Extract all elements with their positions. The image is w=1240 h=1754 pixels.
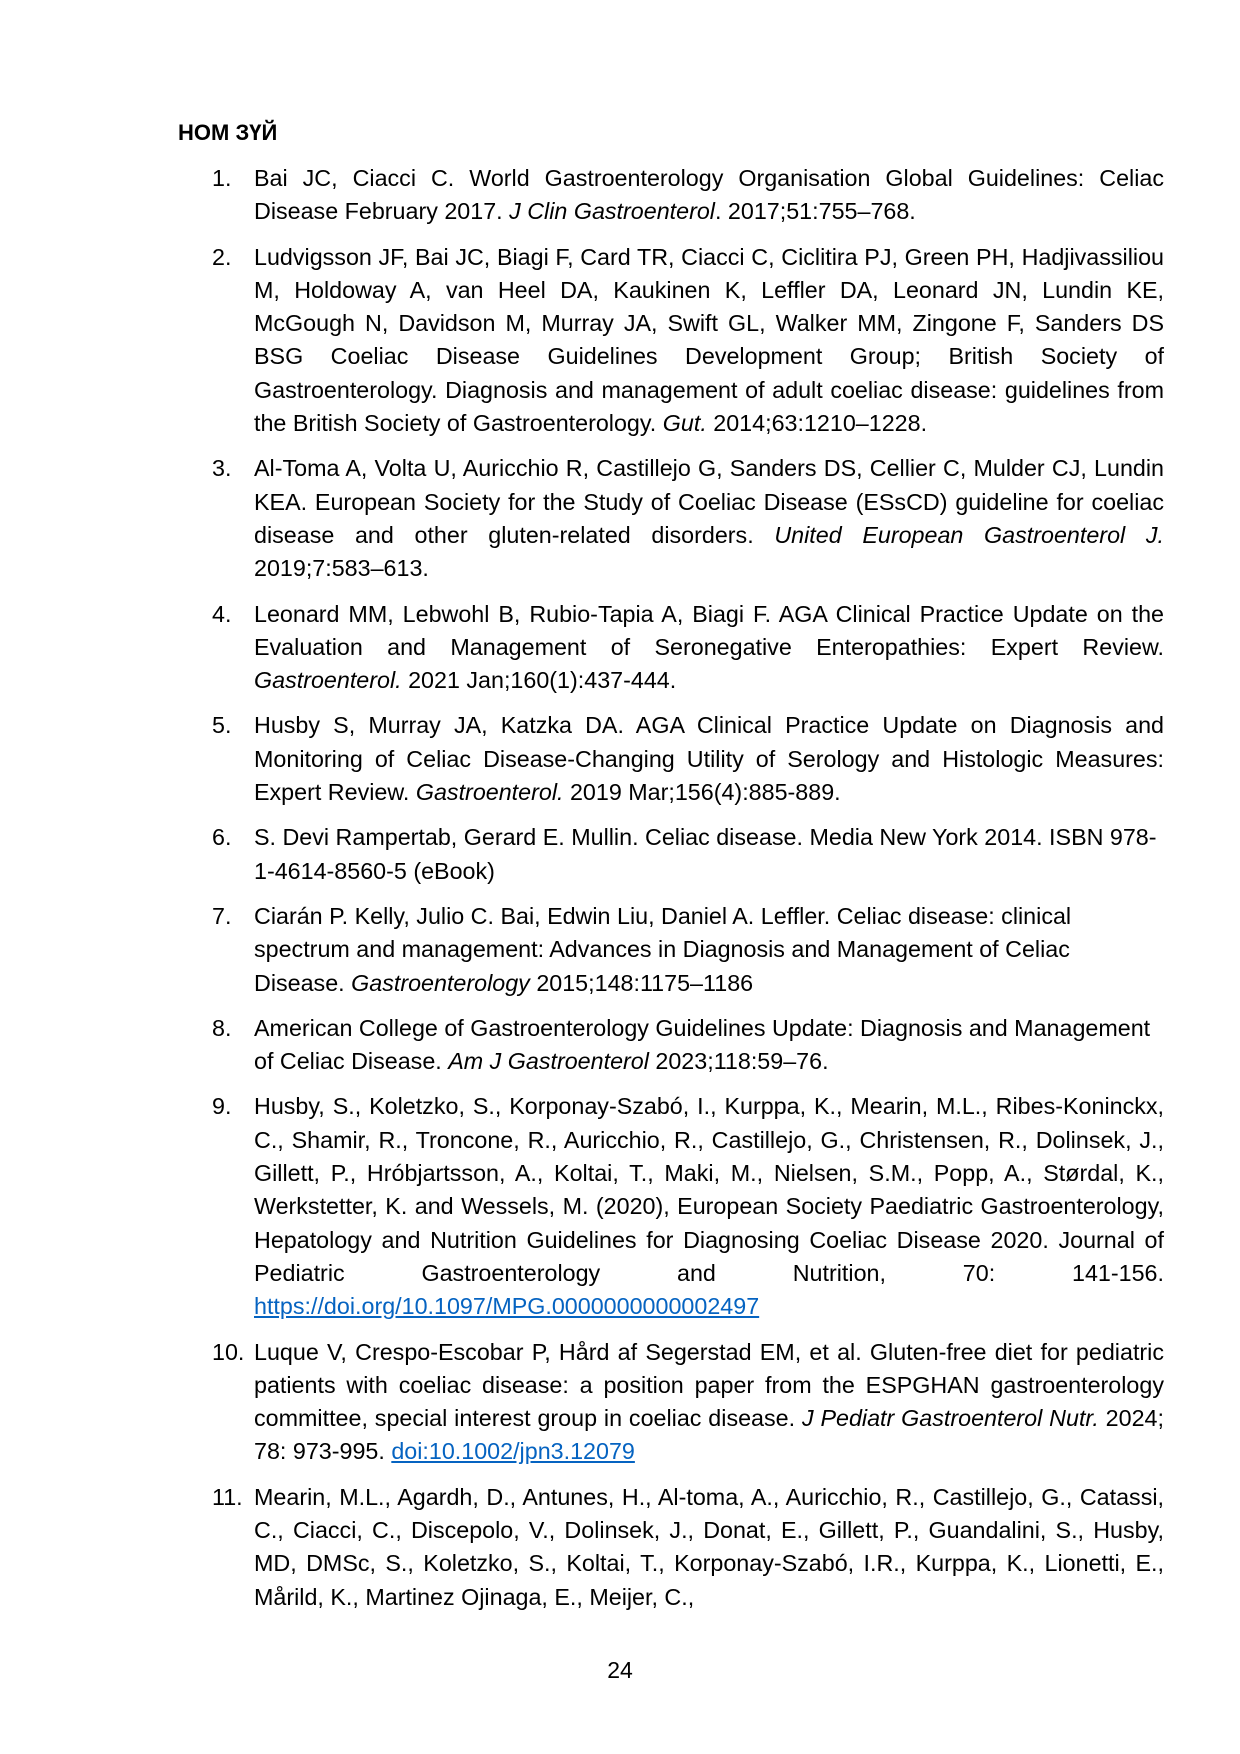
reference-tail: 2024; 78: 973-995. <box>254 1405 1164 1465</box>
reference-journal: United European Gastroenterol J. <box>774 521 1164 548</box>
reference-number: 7. <box>212 902 232 929</box>
page-number: 24 <box>607 1657 633 1683</box>
reference-number: 5. <box>212 712 232 739</box>
reference-journal: J Pediatr Gastroenterol Nutr. <box>801 1405 1099 1432</box>
reference-number: 1. <box>212 165 232 191</box>
reference-item <box>178 452 1164 585</box>
reference-number: 3. <box>212 455 232 482</box>
reference-item <box>178 1336 1164 1469</box>
reference-number: 6. <box>212 824 232 851</box>
doi-link[interactable]: doi:10.1002/jpn3.12079 <box>391 1438 635 1465</box>
reference-journal: Gastroenterol. <box>254 667 402 694</box>
reference-item <box>178 1012 1164 1079</box>
reference-text: S. Devi Rampertab, Gerard E. Mullin. Celiac disease. Media New York 2014. ISBN 978-1-4614-8560-5 (eBook) <box>254 824 1157 884</box>
reference-text: Leonard MM, Lebwohl B, Rubio-Tapia A, Biagi F. AGA Clinical Practice Update on the Evaluation and Management of Seronegative Enteropathies: Expert Review. <box>254 600 1164 660</box>
doi-link[interactable]: https://doi.org/10.1097/MPG.0000000000002497 <box>254 1293 760 1320</box>
reference-text: Al-Toma A, Volta U, Auricchio R, Castillejo G, Sanders DS, Cellier C, Mulder CJ, Lundin KEA. European Society for the Study of Coeliac Disease (ESsCD) guideline for coeliac disease and other gluten-related disorders. <box>254 455 1164 548</box>
reference-text: Ciarán P. Kelly, Julio C. Bai, Edwin Liu, Daniel A. Leffler. Celiac disease: clinical spectrum and management: Advances in Diagnosis and Management of Celiac Disease. <box>254 902 1072 996</box>
reference-journal: Am J Gastroenterol <box>448 1048 649 1075</box>
reference-tail: 2023;118:59–76. <box>648 1048 829 1075</box>
reference-item <box>178 241 1164 441</box>
reference-number: 10. <box>212 1338 245 1365</box>
reference-tail: 2019;7:583–613. <box>254 555 429 582</box>
reference-text: Luque V, Crespo-Escobar P, Hård af Segerstad EM, et al. Gluten-free diet for pediatric patients with coeliac disease: a position paper from the ESPGHAN gastroenterology committee, special interest group in coeliac disease. <box>254 1338 1164 1432</box>
reference-journal: Gastroenterology <box>351 969 530 996</box>
reference-number: 9. <box>212 1093 232 1120</box>
reference-text: Ludvigsson JF, Bai JC, Biagi F, Card TR, Ciacci C, Ciclitira PJ, Green PH, Hadjivassiliou M, Holdoway A, van Heel DA, Kaukinen K, Leffler DA, Leonard JN, Lundin KE, McGough N, Davidson M, Murray JA, Swift GL, Walker MM, Zingone F, Sanders DS BSG Coeliac Disease Guidelines Development Group; British Society of Gastroenterology. Diagnosis and management of adult coeliac disease: guidelines from the British Society of Gastroenterology. <box>254 243 1164 437</box>
reference-item <box>178 598 1164 698</box>
reference-item <box>178 709 1164 809</box>
reference-journal: J Clin Gastroenterol <box>509 198 715 225</box>
reference-item <box>178 821 1164 888</box>
reference-tail: 2019 Mar;156(4):885-889. <box>563 779 841 806</box>
reference-number: 8. <box>212 1014 232 1041</box>
reference-journal: Gastroenterol. <box>415 779 564 806</box>
reference-number: 11. <box>212 1483 243 1510</box>
reference-tail: 2014;63:1210–1228. <box>706 410 928 437</box>
page-heading: НОМ ЗҮЙ <box>178 120 278 145</box>
reference-tail: . 2017;51:755–768. <box>714 198 916 225</box>
reference-item <box>178 162 1164 229</box>
reference-item <box>178 1090 1164 1323</box>
reference-text: American College of Gastroenterology Guidelines Update: Diagnosis and Management of Celiac Disease. <box>254 1014 1151 1075</box>
reference-tail: 2021 Jan;160(1):437-444. <box>401 667 677 694</box>
reference-number: 2. <box>212 243 232 270</box>
reference-journal: Gut. <box>662 410 707 437</box>
reference-tail: 2015;148:1175–1186 <box>529 969 754 996</box>
reference-list <box>178 162 1164 1626</box>
reference-text: Bai JC, Ciacci C. World Gastroenterology Organisation Global Guidelines: Celiac Disease February 2017. <box>254 165 1164 225</box>
reference-item <box>178 900 1164 1000</box>
reference-item <box>178 1481 1164 1614</box>
reference-text: Husby S, Murray JA, Katzka DA. AGA Clinical Practice Update on Diagnosis and Monitoring of Celiac Disease-Changing Utility of Serology and Histologic Measures: Expert Review. <box>254 712 1164 806</box>
reference-number: 4. <box>212 600 232 627</box>
reference-text: Husby, S., Koletzko, S., Korponay-Szabó, I., Kurppa, K., Mearin, M.L., Ribes-Koninckx, C., Shamir, R., Troncone, R., Auricchio, R., Castillejo, G., Christensen, R., Dolinsek, J., Gillett, P., Hróbjartsson, A., Koltai, T., Maki, M., Nielsen, S.M., Popp, A., Størdal, K., Werkstetter, K. and Wessels, M. (2020), European Society Paediatric Gastroenterology, Hepatology and Nutrition Guidelines for Diagnosing Coeliac Disease 2020. Journal of Pediatric Gastroenterology and Nutrition, 70: 141-156. <box>254 1093 1164 1286</box>
reference-text: Mearin, M.L., Agardh, D., Antunes, H., Al-toma, A., Auricchio, R., Castillejo, G., Catassi, C., Ciacci, C., Discepolo, V., Dolinsek, J., Donat, E., Gillett, P., Guandalini, S., Husby, MD, DMSc, S., Koletzko, S., Koltai, T., Korponay-Szabó, I.R., Kurppa, K., Lionetti, E., Mårild, K., Martinez Ojinaga, E., Meijer, C., <box>254 1483 1164 1610</box>
